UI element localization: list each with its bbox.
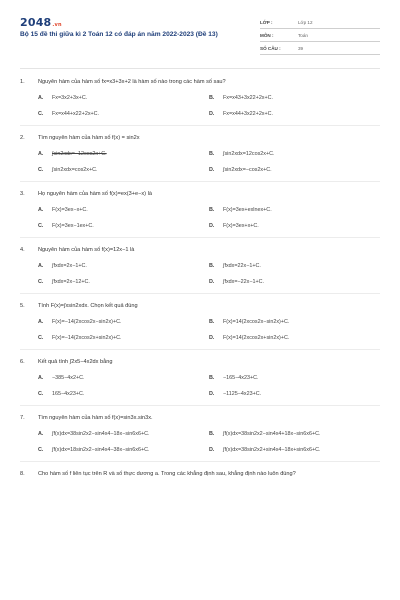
option-letter: A.: [38, 207, 44, 213]
question-text: Nguyên hàm của hàm số fx=x3+3x+2 là hàm số nào trong các hàm số sau?: [38, 79, 226, 85]
answer-options: [20, 206, 380, 230]
exam-meta: [260, 16, 380, 55]
question-item: [20, 246, 380, 286]
answer-option[interactable]: [38, 206, 209, 214]
answer-option[interactable]: [38, 374, 209, 382]
answer-option[interactable]: [38, 262, 209, 270]
option-letter: B.: [209, 95, 215, 101]
option-letter: B.: [209, 431, 215, 437]
option-letter: B.: [209, 151, 215, 157]
option-letter: B.: [209, 375, 215, 381]
question-item: [20, 470, 380, 478]
meta-row-subject: [260, 29, 380, 42]
option-text: ∫sin2xdx=−cos2x+C.: [223, 167, 272, 173]
question-text: Họ nguyên hàm của hàm số f(x)=ex(3+e−x) là: [38, 191, 152, 197]
answer-options: [20, 150, 380, 174]
option-text: F(x)=−14(2xcos2x+sin2x)+C.: [52, 335, 122, 341]
logo-suffix: .vn: [52, 22, 62, 28]
answer-option[interactable]: [209, 318, 380, 326]
question-text: Tìm nguyên hàm của hàm số f(x)=sin3x.sin3x.: [38, 415, 153, 421]
meta-value: Toán: [298, 32, 308, 38]
option-text: Fx=x44+x22+2x+C.: [52, 111, 100, 117]
answer-option[interactable]: [38, 390, 209, 398]
option-letter: D.: [209, 279, 215, 285]
answer-option[interactable]: [38, 110, 209, 118]
answer-option[interactable]: [209, 222, 380, 230]
answer-options: [20, 374, 380, 398]
answer-options: [20, 262, 380, 286]
answer-option[interactable]: [209, 374, 380, 382]
answer-option[interactable]: [209, 94, 380, 102]
option-letter: D.: [209, 391, 215, 397]
meta-value: Lớp 12: [298, 19, 313, 25]
answer-option[interactable]: [209, 150, 380, 158]
answer-option[interactable]: [209, 166, 380, 174]
question-item: [20, 414, 380, 454]
option-text: −1125−4x23+C.: [223, 391, 262, 397]
site-logo[interactable]: [20, 16, 62, 29]
question-divider: [20, 125, 380, 126]
question-header: [20, 414, 380, 422]
question-header: [20, 246, 380, 254]
answer-option[interactable]: [209, 446, 380, 454]
page-header: [20, 16, 380, 58]
option-letter: C.: [38, 447, 44, 453]
option-letter: A.: [38, 375, 44, 381]
question-header: [20, 134, 380, 142]
question-text: Tính F(x)=∫xsin2xdx. Chọn kết quả đúng: [38, 303, 138, 309]
question-divider: [20, 181, 380, 182]
option-text: F(x)=14(2xcos2x+sin2x)+C.: [223, 335, 290, 341]
meta-key: MÔN :: [260, 32, 274, 38]
question-item: [20, 358, 380, 398]
answer-option[interactable]: [38, 166, 209, 174]
question-number: 3.: [20, 191, 25, 197]
question-number: 6.: [20, 359, 25, 365]
option-letter: A.: [38, 319, 44, 325]
option-text: ∫fxdx=2x−12+C.: [52, 279, 90, 285]
answer-option[interactable]: [209, 430, 380, 438]
question-header: [20, 470, 380, 478]
option-letter: D.: [209, 335, 215, 341]
question-divider: [20, 349, 380, 350]
option-letter: D.: [209, 447, 215, 453]
answer-option[interactable]: [209, 206, 380, 214]
option-letter: A.: [38, 95, 44, 101]
answer-option[interactable]: [209, 110, 380, 118]
option-text: ∫sin2xdx=12cos2x+C.: [223, 151, 275, 157]
answer-option[interactable]: [38, 94, 209, 102]
option-text: ∫sin2xdx=cos2x+C.: [52, 167, 98, 173]
answer-option[interactable]: [38, 222, 209, 230]
question-header: [20, 302, 380, 310]
question-text: Tìm nguyên hàm của hàm số f(x) = sin2x: [38, 135, 140, 141]
option-text: ∫fxdx=2x−1+C.: [52, 263, 87, 269]
option-letter: D.: [209, 167, 215, 173]
question-divider: [20, 293, 380, 294]
page-title: Bộ 15 đề thi giữa kì 2 Toán 12 có đáp án năm 2022-2023 (Đề 13): [20, 31, 218, 38]
question-item: [20, 302, 380, 342]
option-text: ∫f(x)dx=38sin2x2+sin4x4−18x+sin6x6+C.: [223, 447, 321, 453]
option-text: Fx=x44+3x22+2x+C.: [223, 111, 274, 117]
question-header: [20, 78, 380, 86]
option-letter: D.: [209, 223, 215, 229]
question-number: 1.: [20, 79, 25, 85]
question-text: Nguyên hàm của hàm số f(x)=12x−1 là: [38, 247, 135, 253]
question-item: [20, 134, 380, 174]
option-text: F(x)=3ex−1ex+C.: [52, 223, 94, 229]
option-letter: C.: [38, 167, 44, 173]
question-number: 4.: [20, 247, 25, 253]
option-text: F(x)=3ex+x+C.: [223, 223, 259, 229]
option-text: F(x)=−14(2xcos2x−sin2x)+C.: [52, 319, 122, 325]
answer-option[interactable]: [38, 446, 209, 454]
answer-option[interactable]: [38, 334, 209, 342]
option-text: −165−4x23+C.: [223, 375, 259, 381]
option-text: F(x)=3ex−x+C.: [52, 207, 88, 213]
question-number: 7.: [20, 415, 25, 421]
option-letter: C.: [38, 111, 44, 117]
option-letter: C.: [38, 391, 44, 397]
option-text: Fx=x43+3x22+2x+C.: [223, 95, 274, 101]
question-text: Cho hàm số f liên tục trên R và số thực dương a. Trong các khẳng định sau, khẳng định nào luôn đúng?: [38, 471, 296, 477]
option-letter: B.: [209, 207, 215, 213]
option-letter: A.: [38, 431, 44, 437]
question-item: [20, 78, 380, 118]
option-text: ∫f(x)dx=38sin2x2−sin4x4+18x−sin6x6+C.: [223, 431, 321, 437]
meta-row-count: [260, 42, 380, 55]
answer-option[interactable]: [209, 334, 380, 342]
question-number: 5.: [20, 303, 25, 309]
option-text: 165−4x23+C.: [52, 391, 85, 397]
option-letter: D.: [209, 111, 215, 117]
meta-key: SỐ CÂU :: [260, 45, 281, 51]
option-letter: B.: [209, 319, 215, 325]
answer-option[interactable]: [38, 318, 209, 326]
option-letter: A.: [38, 151, 44, 157]
question-header: [20, 190, 380, 198]
logo-number: 2048: [20, 16, 52, 29]
option-text: ∫fxdx=−22x−1+C.: [223, 279, 265, 285]
meta-row-class: [260, 16, 380, 29]
question-divider: [20, 237, 380, 238]
question-divider: [20, 461, 380, 462]
option-text: Fx=3x2+3x+C.: [52, 95, 88, 101]
question-number: 2.: [20, 135, 25, 141]
answer-options: [20, 318, 380, 342]
option-text: ∫f(x)dx=18sin2x2−sin4x4−38x−sin6x6+C.: [52, 447, 150, 453]
question-text: Kết quả tính ∫2x5−4x2dx bằng: [38, 359, 113, 365]
option-letter: B.: [209, 263, 215, 269]
option-letter: A.: [38, 263, 44, 269]
question-divider: [20, 405, 380, 406]
option-text: −385−4x2+C.: [52, 375, 85, 381]
answer-option[interactable]: [38, 278, 209, 286]
question-list: [20, 78, 380, 478]
answer-option[interactable]: [209, 278, 380, 286]
header-divider: [20, 68, 380, 69]
option-text: ∫sin2xdx=−12cos2x+C.: [52, 151, 107, 157]
option-letter: C.: [38, 223, 44, 229]
option-letter: C.: [38, 335, 44, 341]
meta-value: 39: [298, 45, 304, 51]
answer-options: [20, 94, 380, 118]
meta-key: LỚP :: [260, 19, 273, 25]
option-text: F(x)=3ex+exlnex+C.: [223, 207, 272, 213]
answer-option[interactable]: [38, 430, 209, 438]
answer-option[interactable]: [209, 262, 380, 270]
option-text: ∫f(x)dx=38sin2x2−sin4x4−18x−sin6x6+C.: [52, 431, 150, 437]
question-number: 8.: [20, 471, 25, 477]
option-letter: C.: [38, 279, 44, 285]
answer-option[interactable]: [209, 390, 380, 398]
answer-options: [20, 430, 380, 454]
question-header: [20, 358, 380, 366]
answer-option[interactable]: [38, 150, 209, 158]
option-text: ∫fxdx=22x−1+C.: [223, 263, 261, 269]
option-text: F(x)=14(2xcos2x−sin2x)+C.: [223, 319, 290, 325]
question-item: [20, 190, 380, 230]
